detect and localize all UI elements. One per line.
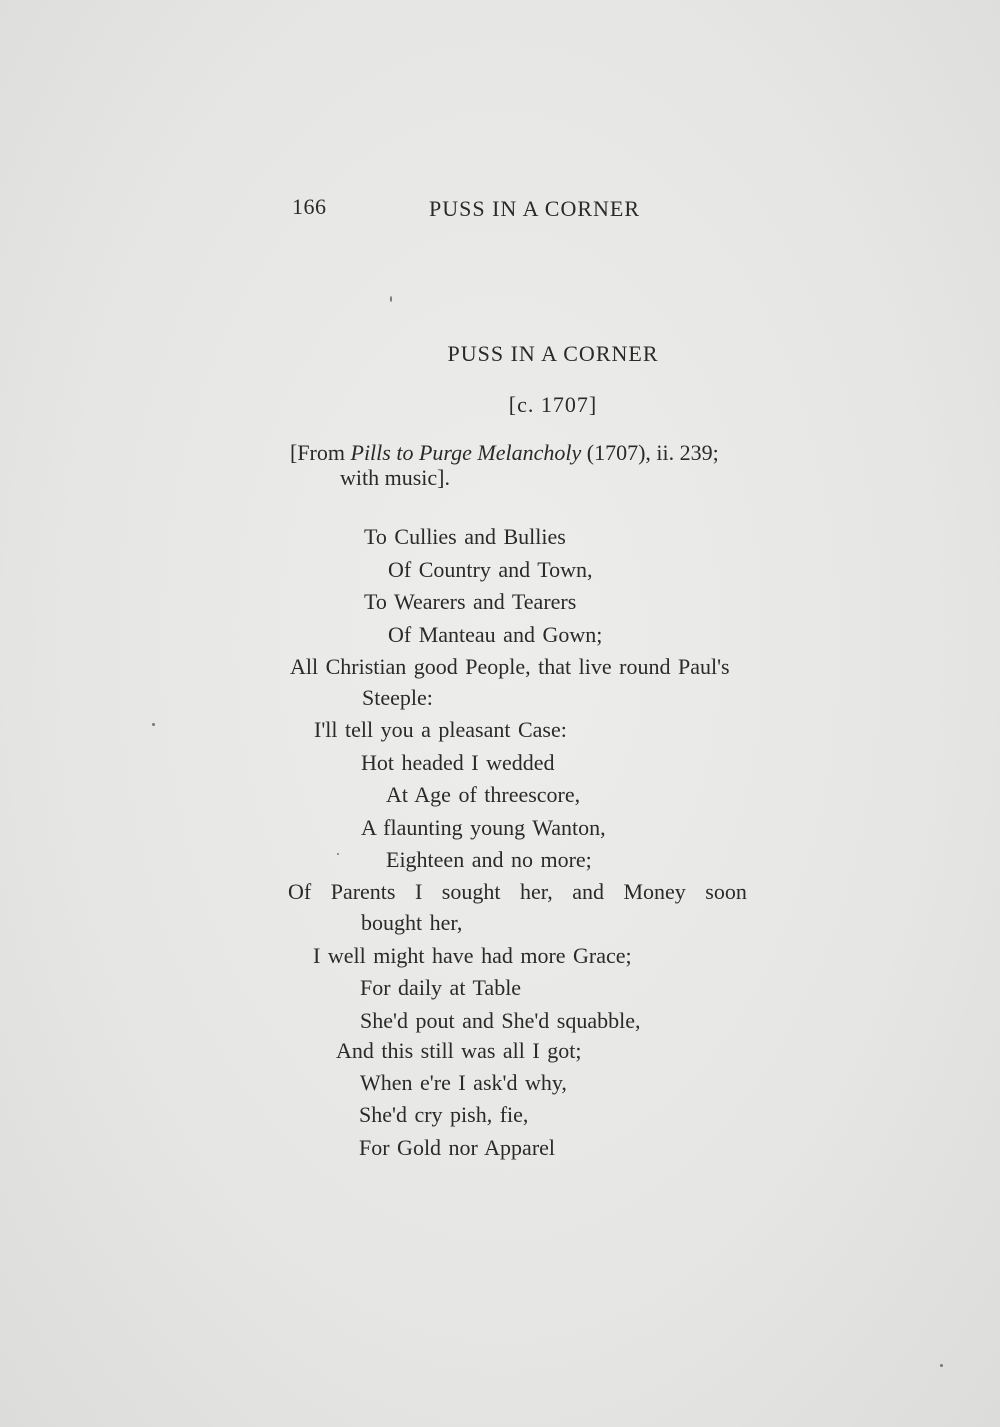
paper-speck <box>390 296 392 302</box>
poem-line: To Cullies and Bullies <box>364 524 566 549</box>
poem-line: When e're I ask'd why, <box>360 1070 567 1095</box>
poem-line: I'll tell you a pleasant Case: <box>314 717 567 742</box>
source-suffix: (1707), ii. 239; <box>581 440 719 465</box>
poem-line: Of Manteau and Gown; <box>388 622 603 647</box>
paper-speck <box>337 853 339 855</box>
running-head <box>292 194 692 224</box>
poem-line: Of Country and Town, <box>388 557 593 582</box>
source-prefix: [From <box>290 440 351 465</box>
source-book-title: Pills to Purge Melancholy <box>350 440 582 465</box>
poem-line: Hot headed I wedded <box>361 750 555 775</box>
poem-date-text: [c. 1707] <box>508 392 598 417</box>
poem-line: For daily at Table <box>360 975 522 1000</box>
source-note <box>290 440 820 490</box>
page-number: 166 <box>292 194 327 219</box>
poem-line: She'd cry pish, fie, <box>359 1102 529 1127</box>
poem-line: She'd pout and She'd squabble, <box>360 1008 641 1033</box>
poem-title: PUSS IN A CORNER <box>447 341 659 366</box>
poem-line: For Gold nor Apparel <box>359 1135 556 1160</box>
poem-line: I well might have had more Grace; <box>313 943 632 968</box>
poem-line: A flaunting young Wanton, <box>361 815 606 840</box>
poem-line: To Wearers and Tearers <box>364 589 577 614</box>
paper-speck <box>152 723 155 726</box>
source-line-2: with music]. <box>340 465 450 490</box>
poem-date <box>0 392 1000 418</box>
running-title: PUSS IN A CORNER <box>429 196 641 221</box>
poem-line: And this still was all I got; <box>336 1038 582 1063</box>
poem-line: All Christian good People, that live round Paul's <box>290 654 730 679</box>
poem-line: At Age of threescore, <box>386 782 581 807</box>
poem-line: bought her, <box>361 910 463 935</box>
paper-speck <box>940 1364 943 1367</box>
poem-line: Eighteen and no more; <box>386 847 592 872</box>
poem-line: Steeple: <box>362 685 433 710</box>
poem-line: Of Parents I sought her, and Money soon <box>288 879 747 904</box>
